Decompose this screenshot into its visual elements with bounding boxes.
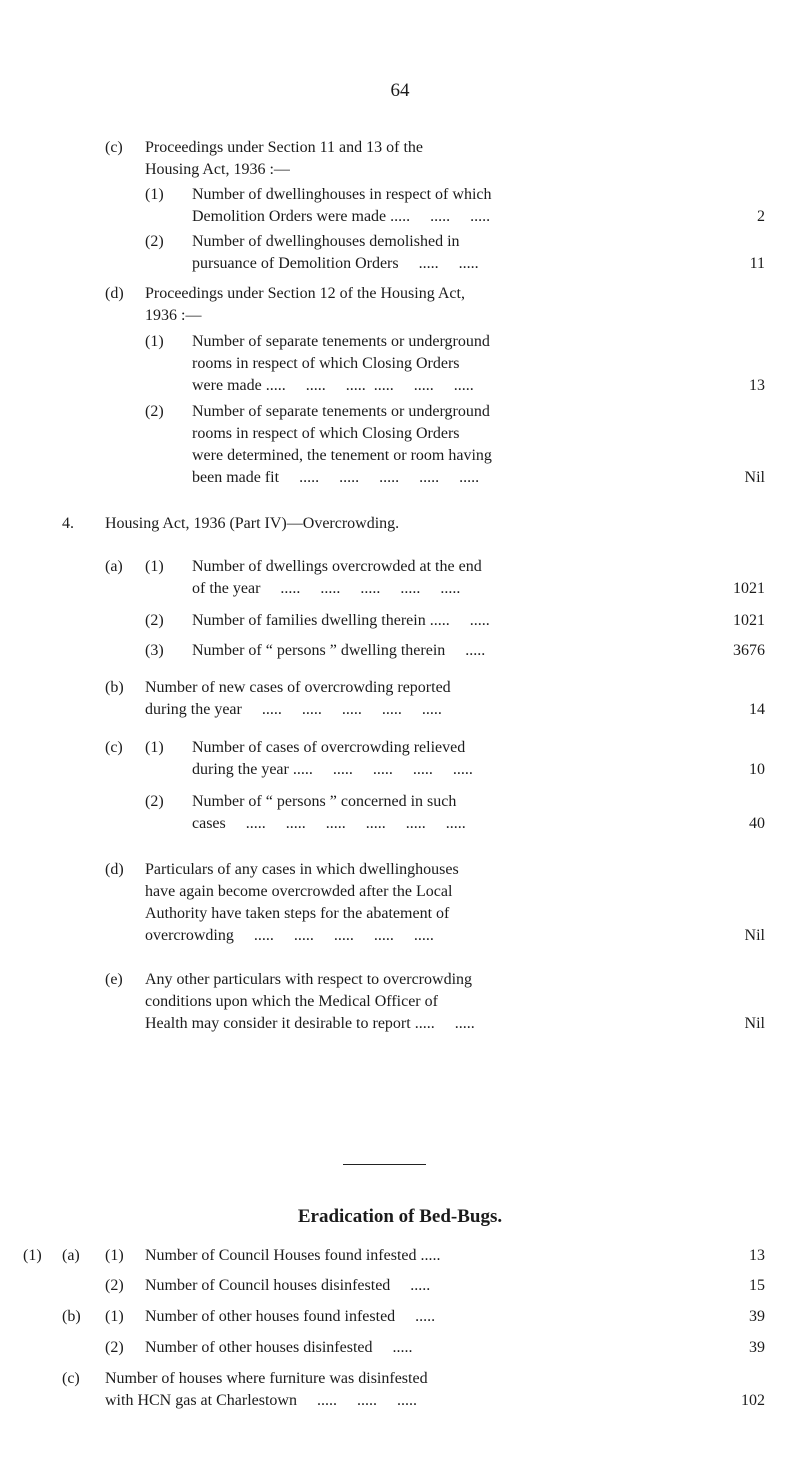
section-4-d-line1: Particulars of any cases in which dwellinghouses: [145, 861, 459, 878]
section-4-a3-text: Number of “ persons ” dwelling therein .....: [192, 642, 486, 659]
section-4-a1-value: 1021: [733, 580, 765, 597]
section-4-a-label: (a): [105, 558, 123, 575]
section-divider: [343, 1164, 426, 1165]
bedbugs-c-line1: Number of houses where furniture was disinfested: [105, 1370, 428, 1387]
section-4-c2-value: 40: [749, 815, 765, 832]
section-4-d-line4: overcrowding ..... ..... ..... ..... .....: [145, 927, 434, 944]
bedbugs-b1-text: Number of other houses found infested .....: [145, 1308, 436, 1325]
section-c-item1-value: 2: [757, 208, 765, 225]
bedbugs-a2-text: Number of Council houses disinfested .....: [145, 1277, 431, 1294]
bedbugs-a2-value: 15: [749, 1277, 765, 1294]
section-4-a1-line2: of the year ..... ..... ..... ..... .....: [192, 580, 461, 597]
section-d-item2-line3: were determined, the tenement or room having: [192, 447, 492, 464]
section-4-a3-value: 3676: [733, 642, 765, 659]
section-c-item2-line1: Number of dwellinghouses demolished in: [192, 233, 460, 250]
section-4-c2-line2: cases ..... ..... ..... ..... ..... .....: [192, 815, 466, 832]
section-d-item2-line4: been made fit ..... ..... ..... ..... .....: [192, 469, 480, 486]
section-4-b-line2: during the year ..... ..... ..... ..... .....: [145, 701, 442, 718]
bedbugs-c-label: (c): [62, 1370, 80, 1387]
bedbugs-a-label: (a): [62, 1247, 80, 1264]
section-d-title-line1: Proceedings under Section 12 of the Housing Act,: [145, 285, 465, 302]
bedbugs-b1-label: (1): [105, 1308, 124, 1325]
section-4-c1-label: (1): [145, 739, 164, 756]
section-c-title-line1: Proceedings under Section 11 and 13 of the: [145, 139, 424, 156]
section-d-title-line2: 1936 :—: [145, 307, 202, 324]
section-d-item1-line3: were made ..... ..... ..... ..... ..... .....: [192, 377, 474, 394]
section-4-a1-label: (1): [145, 558, 164, 575]
bedbugs-a1-text: Number of Council Houses found infested .....: [145, 1247, 441, 1264]
section-4-a2-label: (2): [145, 612, 164, 629]
section-4-b-value: 14: [749, 701, 765, 718]
section-4-c1-line2: during the year ..... ..... ..... ..... .....: [192, 761, 473, 778]
bedbugs-b2-text: Number of other houses disinfested .....: [145, 1339, 413, 1356]
section-4-a2-text: Number of families dwelling therein ..... .....: [192, 612, 490, 629]
section-4-c-label: (c): [105, 739, 123, 756]
section-d-item1-line1: Number of separate tenements or underground: [192, 333, 490, 350]
section-d-item2-value: Nil: [744, 469, 765, 486]
bedbugs-n1-label: (1): [23, 1247, 42, 1264]
bedbugs-a2-label: (2): [105, 1277, 124, 1294]
bedbugs-a1-value: 13: [749, 1247, 765, 1264]
section-d-item2-line2: rooms in respect of which Closing Orders: [192, 425, 460, 442]
section-4-d-value: Nil: [744, 927, 765, 944]
section-d-item2-line1: Number of separate tenements or underground: [192, 403, 490, 420]
section-4-b-label: (b): [105, 679, 124, 696]
section-d-item1-line2: rooms in respect of which Closing Orders: [192, 355, 460, 372]
section-c-item1-label: (1): [145, 186, 164, 203]
section-c-title-line2: Housing Act, 1936 :—: [145, 161, 290, 178]
bedbugs-c-line2: with HCN gas at Charlestown ..... ..... .....: [105, 1392, 417, 1409]
section-4-c1-value: 10: [749, 761, 765, 778]
bedbugs-a1-label: (1): [105, 1247, 124, 1264]
section-c-item2-value: 11: [749, 255, 765, 272]
bedbugs-b2-label: (2): [105, 1339, 124, 1356]
section-c-item1-line1: Number of dwellinghouses in respect of which: [192, 186, 492, 203]
section-4-number: 4.: [62, 515, 74, 532]
section-d-item1-value: 13: [749, 377, 765, 394]
section-4-e-value: Nil: [744, 1015, 765, 1032]
section-4-a3-label: (3): [145, 642, 164, 659]
section-c-item1-line2: Demolition Orders were made ..... ..... .....: [192, 208, 491, 225]
section-d-label: (d): [105, 285, 124, 302]
bedbugs-b-label: (b): [62, 1308, 81, 1325]
section-4-e-line1: Any other particulars with respect to overcrowding: [145, 971, 473, 988]
bedbugs-b2-value: 39: [749, 1339, 765, 1356]
section-4-d-line3: Authority have taken steps for the abatement of: [145, 905, 450, 922]
bedbugs-c-value: 102: [741, 1392, 765, 1409]
section-4-a2-value: 1021: [733, 612, 765, 629]
section-4-d-line2: have again become overcrowded after the Local: [145, 883, 453, 900]
section-4-e-label: (e): [105, 971, 123, 988]
section-4-b-line1: Number of new cases of overcrowding reported: [145, 679, 451, 696]
section-4-c2-label: (2): [145, 793, 164, 810]
section-4-c1-line1: Number of cases of overcrowding relieved: [192, 739, 466, 756]
section-c-item2-line2: pursuance of Demolition Orders ..... .....: [192, 255, 479, 272]
section-4-e-line2: conditions upon which the Medical Officer of: [145, 993, 438, 1010]
section-4-title: Housing Act, 1936 (Part IV)—Overcrowding.: [105, 515, 400, 532]
section-c-item2-label: (2): [145, 233, 164, 250]
section-d-item1-label: (1): [145, 333, 164, 350]
bedbugs-heading: Eradication of Bed-Bugs.: [297, 1206, 503, 1227]
section-c-label: (c): [105, 139, 123, 156]
section-4-d-label: (d): [105, 861, 124, 878]
section-4-c2-line1: Number of “ persons ” concerned in such: [192, 793, 457, 810]
bedbugs-b1-value: 39: [749, 1308, 765, 1325]
section-4-e-line3: Health may consider it desirable to report ..... .....: [145, 1015, 475, 1032]
section-4-a1-line1: Number of dwellings overcrowded at the end: [192, 558, 482, 575]
section-d-item2-label: (2): [145, 403, 164, 420]
page-number: 64: [390, 80, 410, 101]
